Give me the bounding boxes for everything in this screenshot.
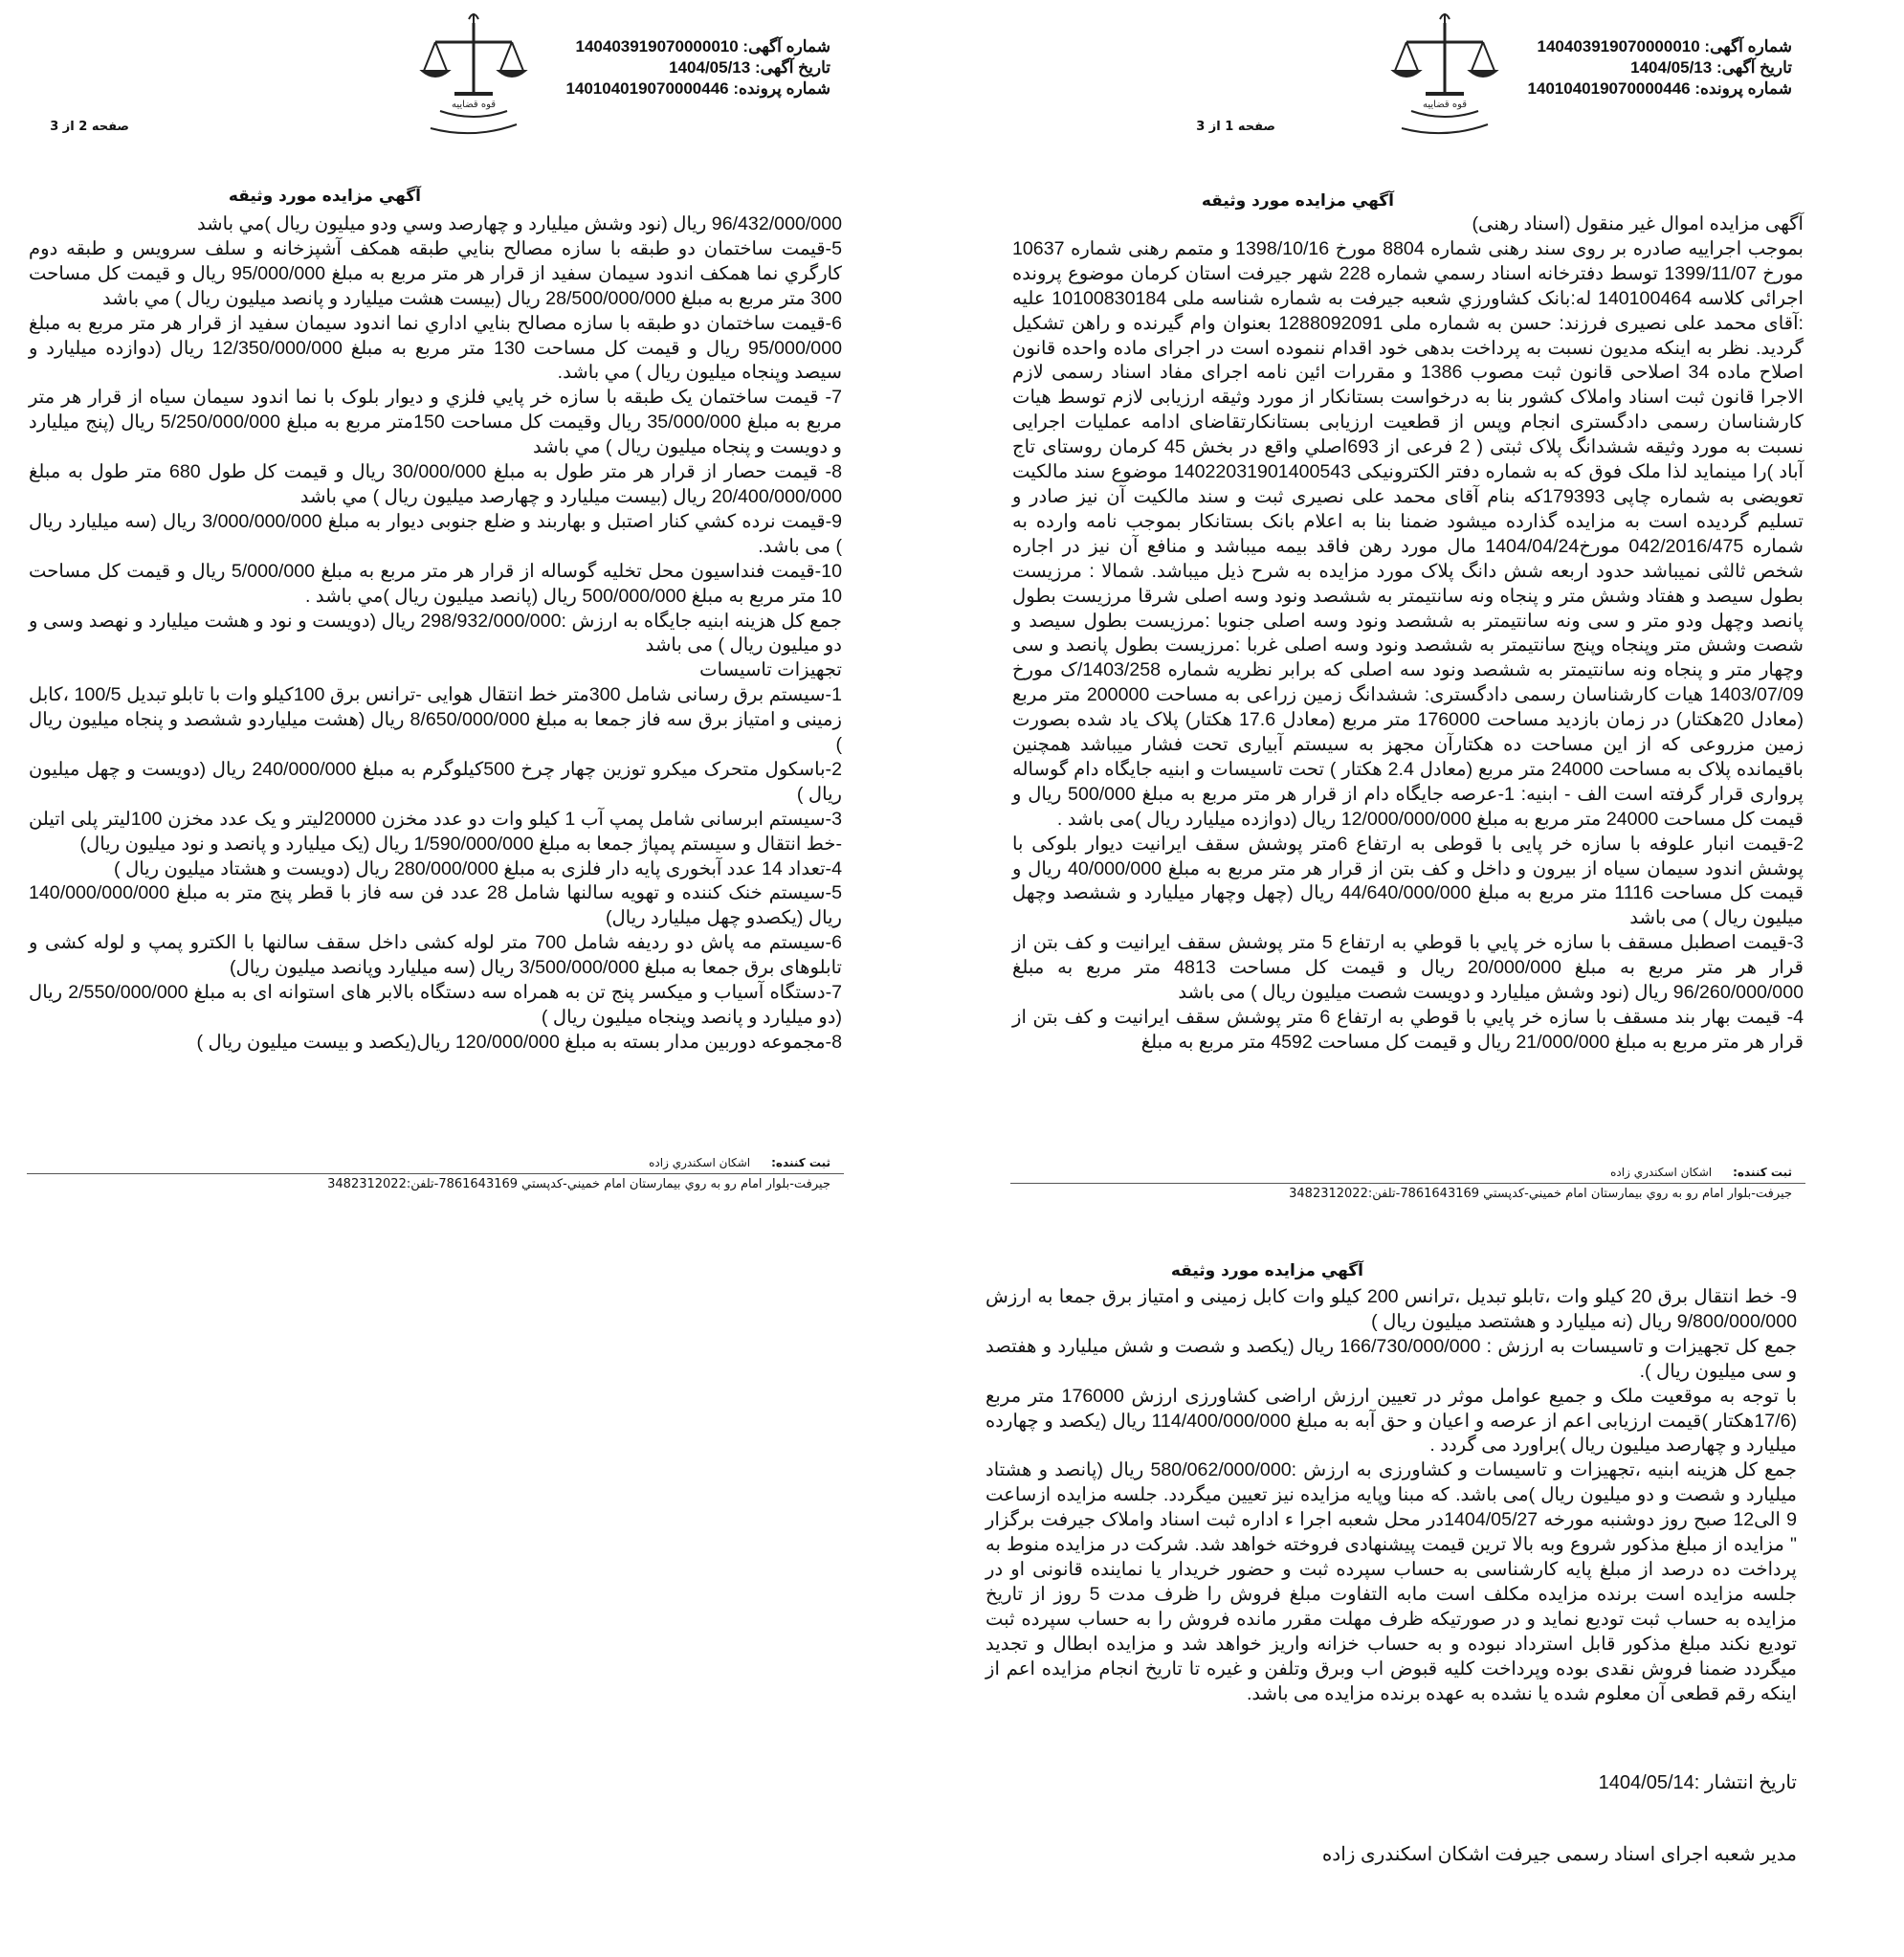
case-number-label: شماره پرونده:	[1694, 79, 1792, 98]
ad-number: 140403919070000010	[575, 37, 739, 56]
page-number: صفحه 1 از 3	[1196, 120, 1275, 134]
registrar-name: اشکان اسکندري زاده	[1610, 1166, 1713, 1179]
notice-page-2	[19, 0, 852, 1230]
ad-date-label: تاریخ آگهی:	[754, 58, 830, 77]
notice-body-text: بموجب اجراییه صادره بر روی سند رهنی شماره 8804 مورخ 1398/10/16 و متمم رهنی شماره 10637 مورخ 1399/11/07 توسط دفترخانه اسناد رسمي شماره 228 شهر جیرفت استان کرمان موضوع پرونده اجرائی کلاسه 140100464 له:بانک کشاورزي شعبه جيرفت به شماره شناسه ملی 10100830184 علیه :آقای محمد علی نصیری فرزند: حسن به شماره ملی 1288092091 بعنوان وام گیرنده و راهن تشکیل گردید. نظر به اینکه مدیون نسبت به پرداخت بدهی خود اقدام ننموده است در اجرای ماده واحده قانون اصلاح ماده 34 اصلاحی قانون ثبت مصوب 1386 و مقررات ائین نامه اجرای مفاد اسناد رسمی لازم الاجرا قانون ثبت اسناد واملاک کشور بنا به درخواست بستانکار از مورد وثیقه ارزیابی لازم توسط هیات کارشناسان رسمی دادگستری انجام وپس از قطعیت ارزیابی بستانکارتقاضای ادامه عملیات اجرایی نسبت به مورد وثیقه ششدانگ پلاک ثبتی ( 2 فرعی از 693اصلي واقع در بخش 45 کرمان روستای تاج آباد )را مینماید لذا ملک فوق که به شماره دفتر الکترونیکی 14022031901400543 موضوع سند مالکیت تعویضی به شماره چاپی 179393که بنام آقای محمد علی نصیری ثبت و سند مالکیت آن نیز صادر و تسلیم گردیده است به مزایده گذارده میشود ضمنا بنا به اعلام بانک بستانکار بموجب نامه وارده به شماره 042/2016/475 مورخ1404/04/24 مال مورد رهن فاقد بیمه میباشد و منافع آن نیز در اجاره شخص ثالثی نمیباشد حدود اربعه شش دانگ پلاک مورد مزایده به شرح ذیل میباشد. شمالا : مرزیست بطول سیصد و هفتاد وشش متر و پنجاه ونه سانتیمتر به ششصد ونود وسه اصلی شرقا مرزیست بطول پانصد وچهل ودو متر و سی ونه سانتیمتر به ششصد ونود وسه اصلی جنوبا :مرزیست بطول سیصد و شصت وشش متر وپنجاه وپنج سانتیمتر به ششصد ونود وسه اصلی غربا :مرزیست بطول پانصد و سی وچهار متر و پنجاه ونه سانتیمتر به ششصد ونود سه اصلی که برابر نظریه شماره 1403/258/ک مورخ 1403/07/09 هیات کارشناسان رسمی دادگستری: ششدانگ زمین زراعی به مساحت 200000 متر مربع (معادل 20هکتار) در زمان بازدید مساحت 176000 متر مربع (معادل 17.6 هکتار) پلاک یاد شده بصورت زمین مزروعی که از این مساحت ده هکتارآن مجهز به سیستم آبیاری تحت فشار میباشد همچنین باقیمانده پلاک به مساحت 24000 متر مربع (معادل 2.4 هکتار ) تحت تاسیسات و ابنیه جایگاه دام گوساله پرواری قرار گرفته است الف - ابنیه: 1-عرصه جایگاه دام از قرار هر متر مربع به مبلغ 500/000 ریال و قیمت کل مساحت 24000 متر مربع به مبلغ 12/000/000/000 ریال (دوازده میلیارد ریال )می باشد . 2-قیمت انبار علوفه با سازه خر پایی با قوطی به ارتفاع 6متر پوشش سقف ایرانیت دیوار بلوکی با پوشش اندود سیمان سیاه از بیرون و داخل و کف بتن از قرار هر متر مربع به مبلغ 40/000/000 ریال و قیمت کل مساحت 1116 متر مربع به مبلغ 44/640/000/000 ریال (چهل وچهار میلیارد و ششصد وچهل میلیون ریال ) می باشد 3-قیمت اصطبل مسقف با سازه خر پایي با قوطي به ارتفاع 5 متر پوشش سقف ایرانیت و کف بتن از قرار هر متر مربع به مبلغ 20/000/000 ریال و قیمت کل مساحت 4813 متر مربع به مبلغ 96/260/000/000 ریال (نود وشش میلیارد و دویست شصت میلیون ریال ) می باشد 4- قیمت بهار بند مسقف با سازه خر پايي با قوطي به ارتفاع 6 متر پوشش سقف ایرانیت و کف بتن از قرار هر متر مربع به مبلغ 21/000/000 ریال و قیمت کل مساحت 4592 متر مربع به مبلغ	[1012, 237, 1804, 1053]
case-number: 140104019070000446	[565, 79, 729, 98]
notice-body	[1012, 212, 1804, 1056]
judiciary-emblem-icon	[392, 6, 555, 140]
registrar-line	[1610, 1166, 1792, 1179]
page-number: صفحه 2 از 3	[50, 120, 129, 134]
registrar-label: ثبت کننده:	[771, 1156, 830, 1169]
ad-date-label: تاریخ آگهی:	[1716, 58, 1792, 77]
notice-subtitle: آگهی مزایده اموال غیر منقول (اسناد رهنی)	[1472, 213, 1804, 234]
case-number-label: شماره پرونده:	[733, 79, 830, 98]
notice-title: آگهي مزايده مورد وثيقه	[1170, 1261, 1363, 1280]
notice-body-text: 9- خط انتقال برق 20 کيلو وات ،تابلو تبديل ،ترانس 200 کيلو وات کابل زمينی و امتياز برق جمعا به ارزش 9/800/000/000 ريال (نه ميليارد و هشتصد ميليون ريال ) جمع کل تجهيزات و تاسيسات به ارزش : 166/730/000/000 ريال (يکصد و شصت و شش ميليارد و هفتصد و سی ميليون ريال ). با توجه به موقعيت ملک و جميع عوامل موثر در تعيين ارزش اراضی کشاورزی ارزش 176000 متر مربع (17/6هکتار )قيمت ارزيابی اعم از عرصه و اعيان و حق آبه به مبلغ 114/400/000/000 ريال (يکصد و چهارده ميليارد و چهارصد ميليون ريال )براورد می گردد . جمع کل هزينه ابنيه ،تجهيزات و تاسيسات و کشاورزی به ارزش :580/062/000/000 ريال (پانصد و هشتاد ميليارد و شصت و دو ميليون ريال )می باشد. که مبنا وپايه مزايده نيز تعيين ميگردد. جلسه مزايده ازساعت 9 الی12 صبح روز دوشنبه مورخه 1404/05/27در محل شعبه اجرا ء اداره ثبت اسناد واملاک جيرفت برگزار " مزايده از مبلغ مذکور شروع وبه بالا ترين قيمت پيشنهادی فروخته خواهد شد. شرکت در مزايده منوط به پرداخت ده درصد از مبلغ پايه کارشناسی به حساب سپرده ثبت و حضور خريدار يا نماينده قانونی او در جلسه مزايده است برنده مزايده مکلف است مابه التفاوت مبلغ فروش را ظرف مدت 5 روز از تاريخ مزايده به حساب ثبت توديع نمايد و در صورتيکه ظرف مهلت مقرر مانده فروش را به حساب سپرده ثبت توديع نکند مبلغ مذکور قابل استرداد نبوده و به حساب خزانه واريز خواهد شد و مزايده ابطال و تجديد ميگردد ضمنا فروش نقدی بوده وپرداخت کليه قبوض اب وبرق وتلفن و غيره تا تاريخ انجام مزايده اعم از اينکه رقم قطعی آن معلوم شده يا نشده به عهده برنده مزايده می باشد.	[985, 1286, 1798, 1704]
notice-title: آگهي مزايده مورد وثيقه	[228, 187, 421, 206]
footer-address: جيرفت-بلوار امام رو به روي بيمارستان امام خميني-کدپستي 7861643169-تلفن:3482312022	[327, 1177, 830, 1191]
publish-date: تاريخ انتشار :1404/05/14	[1598, 1772, 1797, 1793]
registrar-line	[649, 1156, 830, 1169]
registrar-name: اشکان اسکندري زاده	[649, 1156, 751, 1169]
ad-date: 1404/05/13	[1630, 58, 1713, 77]
case-number: 140104019070000446	[1527, 79, 1691, 98]
notice-body-text: 96/432/000/000 ريال (نود وشش ميليارد و چهارصد وسي ودو ميليون ريال )مي باشد 5-قيمت ساختمان دو طبقه با سازه مصالح بنايي طبقه همکف آشپزخانه و سلف سرويس و طبقه دوم کارگري نما همکف اندود سيمان سفيد از قرار هر متر مربع به مبلغ 95/000/000 ريال و قيمت کل مساحت 300 متر مربع به مبلغ 28/500/000/000 ريال (بيست هشت ميليارد و پانصد ميليون ريال ) مي باشد 6-قيمت ساختمان دو طبقه با سازه مصالح بنايي اداري نما اندود سيمان سفيد از قرار هر متر مربع به مبلغ 95/000/000 ريال و قيمت کل مساحت 130 متر مربع به مبلغ 12/350/000/000 ريال (دوازده ميليارد و سيصد وپنجاه ميليون ريال ) مي باشد. 7- قيمت ساختمان يک طبقه با سازه خر پايي فلزي و ديوار بلوک با نما اندود سيمان سياه از قرار هر متر مربع به مبلغ 35/000/000 ريال وقيمت کل مساحت 150متر مربع به مبلغ 5/250/000/000 ريال (پنج ميليارد و دويست و پنجاه ميليون ريال ) مي باشد 8- قيمت حصار از قرار هر متر طول به مبلغ 30/000/000 ريال و قيمت کل طول 680 متر طول به مبلغ 20/400/000/000 ريال (بيست ميليارد و چهارصد ميليون ريال ) مي باشد 9-قيمت نرده کشي کنار اصتبل و بهاربند و ضلع جنوبی ديوار به مبلغ 3/000/000/000 ريال (سه ميليارد ريال ) می باشد. 10-قيمت فنداسيون محل تخليه گوساله از قرار هر متر مربع به مبلغ 5/000/000 ريال و قيمت کل مساحت 10 متر مربع به مبلغ 500/000/000 ريال (پانصد ميليون ريال )مي باشد . جمع کل هزينه ابنيه جايگاه به ارزش :298/932/000/000 ريال (دويست و نود و هشت ميليارد و نهصد وسی و دو ميليون ريال ) می باشد تجهيزات تاسيسات 1-سيستم برق رسانی شامل 300متر خط انتقال هوايی -ترانس برق 100کيلو وات با تابلو تبديل 100/5 ،کابل زمينی و امتياز برق سه فاز جمعا به مبلغ 8/650/000/000 ريال (هشت ميلياردو ششصد و پنجاه ميليون ريال ) 2-باسکول متحرک ميکرو توزين چهار چرخ 500کيلوگرم به مبلغ 240/000/000 ريال (دويست و چهل ميليون ريال ) 3-سيستم ابرسانی شامل پمپ آب 1 کيلو وات دو عدد مخزن 20000ليتر و يک عدد مخزن 100ليتر پلی اتيلن -خط انتقال و سيستم پمپاژ جمعا به مبلغ 1/590/000/000 ريال (يک ميليارد و پانصد و نود ميليون ريال) 4-تعداد 14 عدد آبخوری پايه دار فلزی به مبلغ 280/000/000 ريال (دويست و هشتاد ميليون ريال ) 5-سيستم خنک کننده و تهويه سالنها شامل 28 عدد فن سه فاز با قطر پنج متر به مبلغ 140/000/000/000 ريال (يکصدو چهل ميليارد ريال) 6-سيستم مه پاش دو رديفه شامل 700 متر لوله کشی داخل سقف سالنها با الکترو پمپ و لوله کشی و تابلوهای برق جمعا به مبلغ 3/500/000/000 ريال (سه ميليارد وپانصد ميليون ريال) 7-دستگاه آسياب و ميکسر پنج تن به همراه سه دستگاه بالابر های استوانه ای به مبلغ 2/550/000/000 ريال (دو ميليارد و پانصد وپنجاه ميليون ريال ) 8-مجموعه دوربين مدار بسته به مبلغ 120/000/000 ريال(يکصد و بيست ميليون ريال )	[29, 213, 843, 1053]
svg-text:قوه قضاییه: قوه قضاییه	[1422, 100, 1468, 110]
notice-header-info	[1527, 36, 1792, 100]
footer-divider	[27, 1173, 844, 1174]
judiciary-emblem-icon	[1363, 6, 1526, 140]
registrar-label: ثبت کننده:	[1733, 1166, 1792, 1179]
signature-line: مدير شعبه اجرای اسناد رسمی جيرفت اشکان اسکندری زاده	[1321, 1844, 1797, 1865]
notice-page-3	[966, 1254, 1808, 1943]
ad-number: 140403919070000010	[1537, 37, 1700, 56]
notice-header-info	[565, 36, 830, 100]
notice-body	[29, 212, 842, 1056]
svg-text:قوه قضاییه: قوه قضاییه	[451, 100, 497, 110]
footer-address: جيرفت-بلوار امام رو به روي بيمارستان امام خميني-کدپستي 7861643169-تلفن:3482312022	[1289, 1187, 1792, 1201]
ad-number-label: شماره آگهی:	[742, 37, 830, 56]
notice-body	[985, 1285, 1797, 1706]
notice-page-1	[1003, 0, 1813, 1230]
notice-title: آگهي مزايده مورد وثيقه	[1201, 191, 1394, 211]
ad-date: 1404/05/13	[669, 58, 751, 77]
footer-divider	[1010, 1183, 1805, 1184]
ad-number-label: شماره آگهی:	[1704, 37, 1792, 56]
